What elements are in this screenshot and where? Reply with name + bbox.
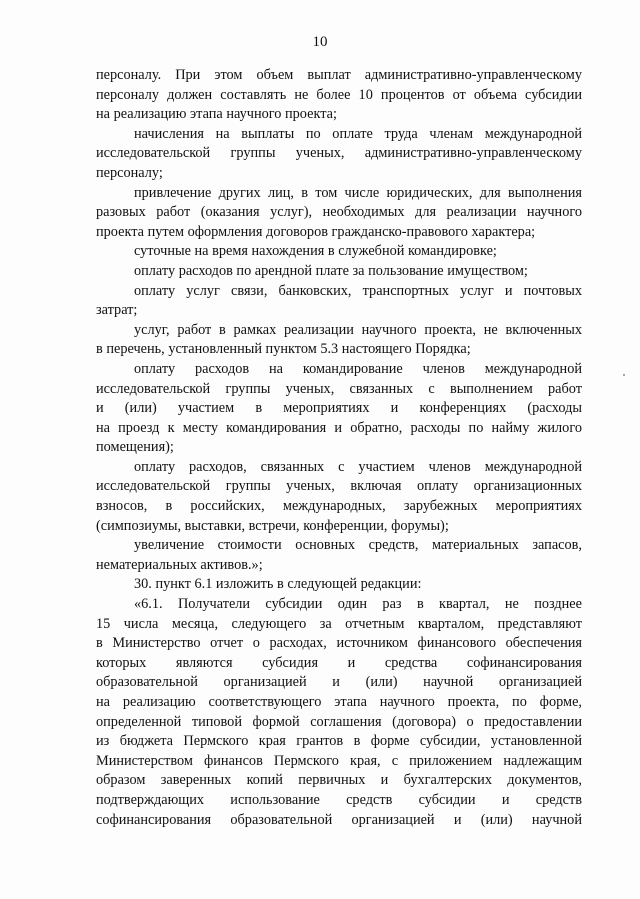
text-line: на реализацию соответствующего этапа научного проекта, по форме, xyxy=(96,694,582,710)
text-line: 30. пункт 6.1 изложить в следующей редакции: xyxy=(134,576,422,593)
text-line: взносов, в российских, международных, зарубежных мероприятиях xyxy=(96,498,582,515)
text-line: которых являются субсидия и средства софинансирования xyxy=(96,654,582,671)
text-line: оплату расходов по арендной плате за пользование имуществом; xyxy=(134,262,528,279)
text-line: оплату расходов на командирование членов международной xyxy=(134,360,582,377)
document-body xyxy=(96,66,582,830)
text-line: образовательной организацией и (или) научной организацией xyxy=(96,674,582,691)
text-line: из бюджета Пермского края грантов в форме субсидии, установленной xyxy=(96,733,582,750)
text-line: исследовательской группы ученых, связанных с выполнением работ xyxy=(96,380,582,397)
text-line: персоналу. При этом объем выплат административно-управленческому xyxy=(96,67,582,83)
text-line: проекта путем оформления договоров гражданско-правового характера; xyxy=(96,223,536,240)
text-line: образом заверенных копий первичных и бухгалтерских документов, xyxy=(96,772,582,789)
text-line: помещения); xyxy=(96,439,174,456)
text-line: оплату расходов, связанных с участием членов международной xyxy=(134,458,582,475)
text-line: в перечень, установленный пунктом 5.3 настоящего Порядка; xyxy=(96,341,471,358)
text-line: софинансирования образовательной организацией и (или) научной xyxy=(96,811,582,828)
text-line: «6.1. Получатели субсидии один раз в квартал, не позднее xyxy=(134,596,582,613)
text-line: (симпозиумы, выставки, встречи, конференции, форумы); xyxy=(96,517,449,534)
text-line: увеличение стоимости основных средств, материальных запасов, xyxy=(134,537,582,554)
text-line: 15 числа месяца, следующего за отчетным кварталом, представляют xyxy=(96,615,582,632)
text-line: разовых работ (оказания услуг), необходимых для реализации научного xyxy=(96,204,582,221)
text-line: персоналу; xyxy=(96,164,163,181)
text-line: оплату услуг связи, банковских, транспортных услуг и почтовых xyxy=(134,282,582,299)
text-line: суточные на время нахождения в служебной командировке; xyxy=(134,243,497,260)
text-line: Министерством финансов Пермского края, с приложением надлежащим xyxy=(96,752,582,769)
text-line: услуг, работ в рамках реализации научного проекта, не включенных xyxy=(134,321,582,338)
text-line: исследовательской группы ученых, административно-управленческому xyxy=(96,145,582,162)
text-line: в Министерство отчет о расходах, источником финансового обеспечения xyxy=(96,635,582,652)
page-number: 10 xyxy=(312,34,328,50)
text-line: определенной типовой формой соглашения (договора) о предоставлении xyxy=(96,713,582,730)
scan-artifact xyxy=(623,374,625,376)
text-line: подтверждающих использование средств субсидии и средств xyxy=(96,791,582,808)
text-line: и (или) участием в мероприятиях и конференциях (расходы xyxy=(96,400,582,417)
text-line: персоналу должен составлять не более 10 процентов от объема субсидии xyxy=(96,86,582,103)
text-line: привлечение других лиц, в том числе юридических, для выполнения xyxy=(134,184,582,201)
text-line: нематериальных активов.»; xyxy=(96,556,263,573)
text-line: на реализацию этапа научного проекта; xyxy=(96,106,337,123)
text-line: на проезд к месту командирования и обратно, расходы по найму жилого xyxy=(96,419,582,436)
text-line: затрат; xyxy=(96,302,138,319)
text-line: исследовательской группы ученых, включая оплату организационных xyxy=(96,478,582,495)
text-line: начисления на выплаты по оплате труда членам международной xyxy=(134,125,582,142)
